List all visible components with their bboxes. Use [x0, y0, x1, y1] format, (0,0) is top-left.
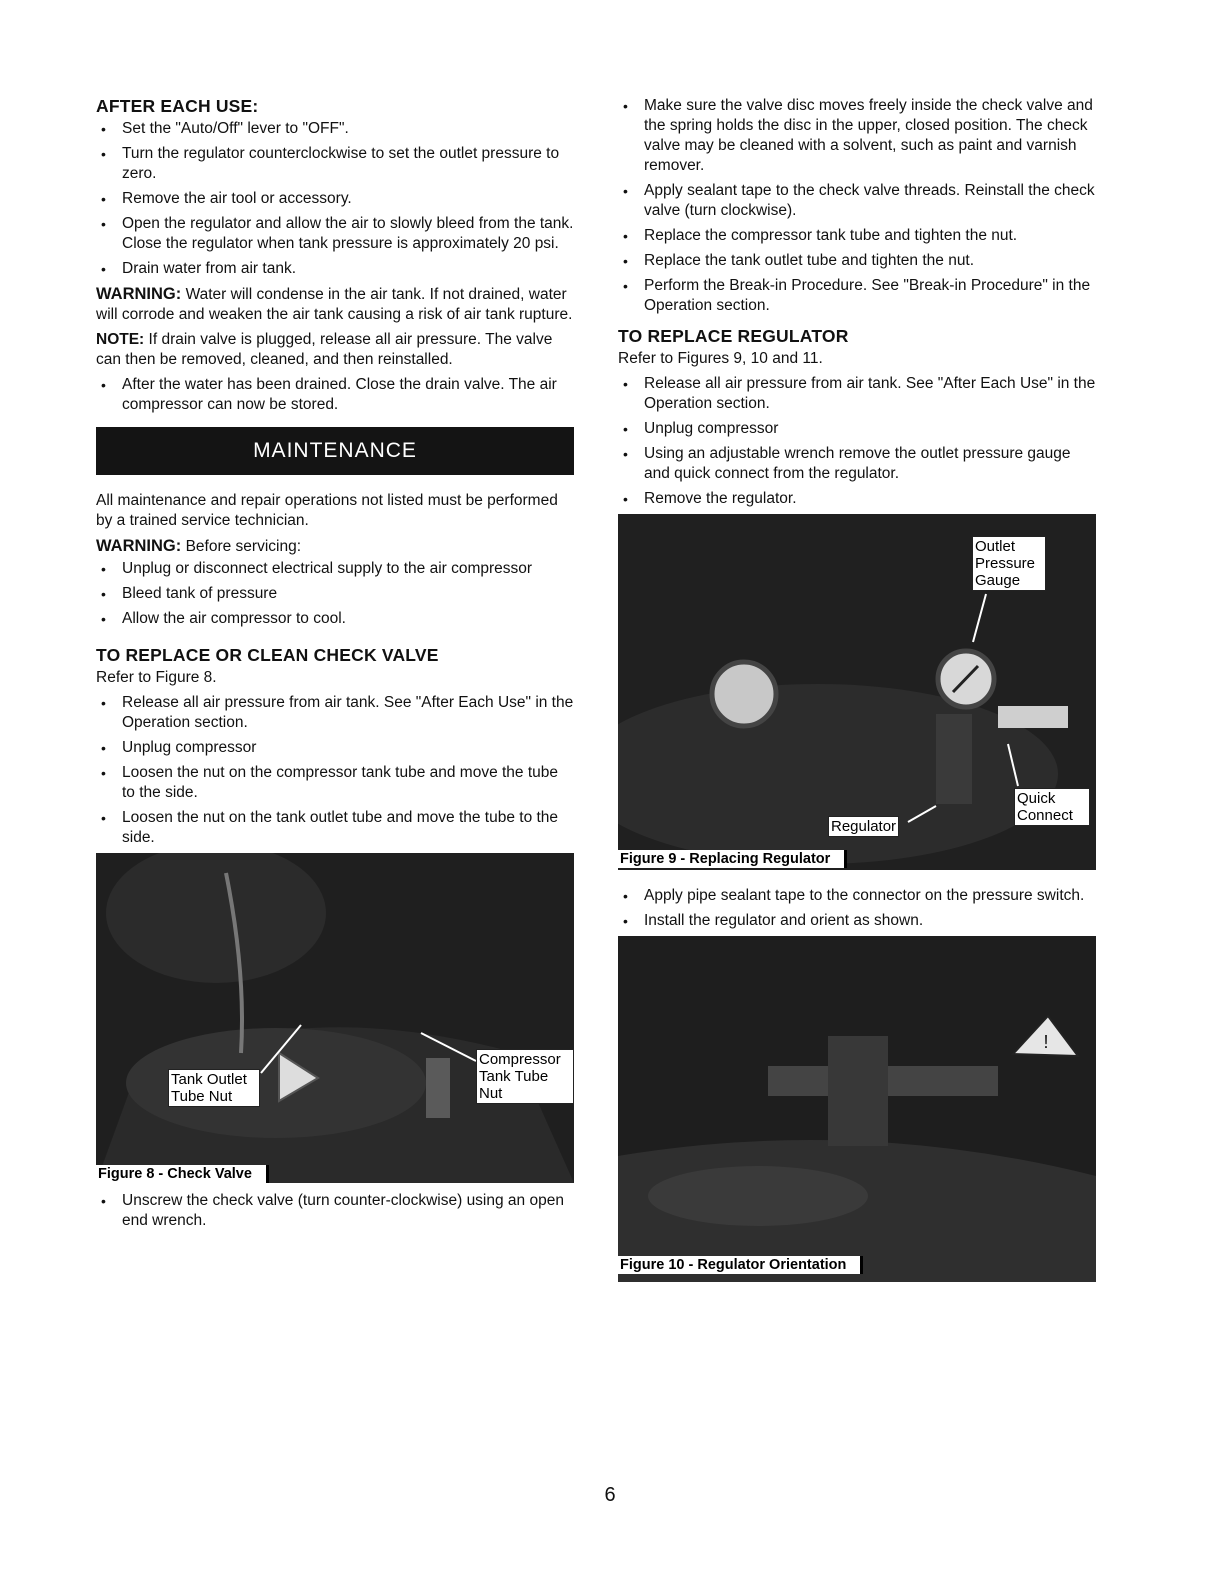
warning-text: Before servicing:	[185, 538, 302, 555]
left-column	[96, 96, 574, 1236]
list-item: • Unplug compressor	[96, 738, 574, 758]
quick-connect-label: Quick Connect	[1014, 788, 1090, 826]
list-item: • Release all air pressure from air tank. See "After Each Use" in the Operation section.	[96, 693, 574, 733]
figure-10-regulator-orientation	[618, 936, 1096, 1282]
list-item: • Apply sealant tape to the check valve threads. Reinstall the check valve (turn clockwise).	[618, 181, 1096, 221]
after-each-use-list	[96, 119, 574, 279]
check-valve-refer: Refer to Figure 8.	[96, 669, 217, 686]
figure-8-caption: Figure 8 - Check Valve	[96, 1165, 269, 1183]
list-item: • Allow the air compressor to cool.	[96, 609, 574, 629]
list-item: • Replace the compressor tank tube and tighten the nut.	[618, 226, 1096, 246]
list-item: • Remove the air tool or accessory.	[96, 189, 574, 209]
list-item: • Make sure the valve disc moves freely inside the check valve and the spring holds the disc in the upper, closed position. The check valve may be cleaned with a solvent, such as paint and varnish remover.	[618, 96, 1096, 176]
list-item: • After the water has been drained. Close the drain valve. The air compressor can now be stored.	[96, 375, 574, 415]
list-item: • Using an adjustable wrench remove the outlet pressure gauge and quick connect from the regulator.	[618, 444, 1096, 484]
list-item: • Open the regulator and allow the air to slowly bleed from the tank. Close the regulator when tank pressure is approximately 20 psi.	[96, 214, 574, 254]
regulator-after-figure-list	[618, 886, 1096, 931]
after-each-use-final-list	[96, 375, 574, 415]
figure-9-replacing-regulator	[618, 514, 1096, 870]
warning-label: WARNING:	[96, 537, 182, 555]
warning-text: Water will condense in the air tank. If not drained, water will corrode and weaken the air tank causing a risk of air tank rupture.	[96, 286, 573, 323]
list-item: • Set the "Auto/Off" lever to "OFF".	[96, 119, 574, 139]
drain-warning	[96, 284, 574, 325]
figure-10-caption: Figure 10 - Regulator Orientation	[618, 1256, 863, 1274]
figure-8-check-valve	[96, 853, 574, 1183]
check-valve-after-figure-list	[96, 1191, 574, 1231]
list-item: • Unplug or disconnect electrical supply to the air compressor	[96, 559, 574, 579]
check-valve-continued-list	[618, 96, 1096, 316]
maintenance-banner: MAINTENANCE	[96, 427, 574, 475]
check-valve-list	[96, 693, 574, 848]
drain-note	[96, 330, 574, 370]
list-item: • Install the regulator and orient as shown.	[618, 911, 1096, 931]
right-column	[618, 96, 1096, 1282]
maintenance-list	[96, 559, 574, 629]
list-item: • Turn the regulator counterclockwise to set the outlet pressure to zero.	[96, 144, 574, 184]
list-item: • Loosen the nut on the compressor tank tube and move the tube to the side.	[96, 763, 574, 803]
note-label: NOTE:	[96, 331, 145, 348]
list-item: • Unscrew the check valve (turn counter-clockwise) using an open end wrench.	[96, 1191, 574, 1231]
list-item: • Remove the regulator.	[618, 489, 1096, 509]
figure-9-caption: Figure 9 - Replacing Regulator	[618, 850, 847, 868]
replace-regulator-heading: TO REPLACE REGULATOR	[618, 326, 849, 346]
list-item: • Apply pipe sealant tape to the connector on the pressure switch.	[618, 886, 1096, 906]
list-item: • Perform the Break-in Procedure. See "Break-in Procedure" in the Operation section.	[618, 276, 1096, 316]
list-item: • Bleed tank of pressure	[96, 584, 574, 604]
regulator-list	[618, 374, 1096, 509]
regulator-refer: Refer to Figures 9, 10 and 11.	[618, 350, 823, 367]
note-text: If drain valve is plugged, release all air pressure. The valve can then be removed, cleaned, and then reinstalled.	[96, 331, 553, 368]
list-item: • Loosen the nut on the tank outlet tube and move the tube to the side.	[96, 808, 574, 848]
after-each-use-heading: AFTER EACH USE:	[96, 96, 259, 116]
outlet-pressure-gauge-label: Outlet Pressure Gauge	[972, 536, 1046, 591]
list-item: • Drain water from air tank.	[96, 259, 574, 279]
list-item: • Replace the tank outlet tube and tighten the nut.	[618, 251, 1096, 271]
warning-label: WARNING:	[96, 285, 182, 303]
check-valve-photo	[96, 853, 574, 1183]
regulator-label: Regulator	[828, 816, 899, 837]
page-number: 6	[604, 1484, 616, 1506]
regulator-orientation-photo	[618, 936, 1096, 1282]
svg-text:!: !	[1043, 1032, 1049, 1052]
compressor-tank-tube-nut-label: Compressor Tank Tube Nut	[476, 1049, 574, 1104]
list-item: • Release all air pressure from air tank. See "After Each Use" in the Operation section.	[618, 374, 1096, 414]
tank-outlet-tube-nut-label: Tank Outlet Tube Nut	[168, 1069, 260, 1107]
maintenance-warning	[96, 536, 574, 557]
maintenance-intro: All maintenance and repair operations not listed must be performed by a trained service technician.	[96, 492, 558, 529]
check-valve-heading: TO REPLACE OR CLEAN CHECK VALVE	[96, 645, 439, 665]
list-item: • Unplug compressor	[618, 419, 1096, 439]
